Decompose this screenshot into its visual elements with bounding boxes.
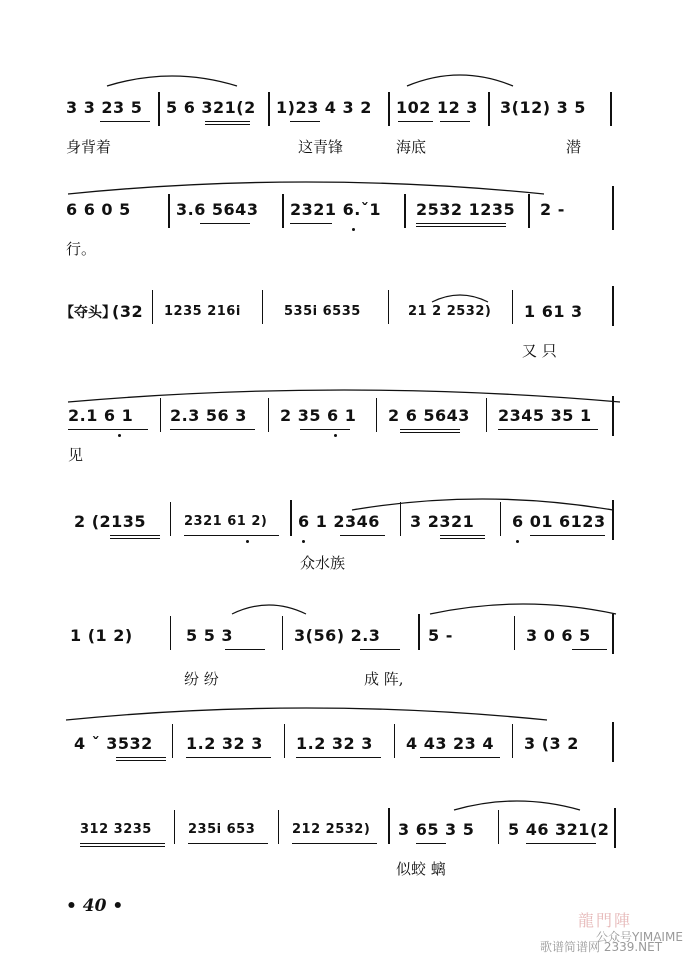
lyric: 见 (68, 446, 84, 464)
barline (388, 808, 390, 844)
barline (612, 722, 614, 762)
phrase-slur (66, 176, 546, 198)
barline (486, 398, 487, 432)
barline (282, 616, 283, 650)
barline (268, 92, 270, 126)
notes-measure-1: 312 3235 (80, 822, 152, 837)
notes-measure-5: 3 (3 2 (524, 734, 579, 753)
notes-measure-4: 2 6 5643 (388, 406, 470, 425)
slur (430, 290, 490, 304)
barline (612, 614, 614, 654)
notes-measure-3: 1.2 32 3 (296, 734, 373, 753)
barline (614, 808, 616, 848)
notes-measure-1: 1 (1 2) (70, 626, 133, 645)
notes-measure-4: 102 12 3 (396, 98, 478, 117)
octave-dot (334, 434, 337, 437)
underline (572, 649, 607, 650)
slur (230, 600, 308, 618)
underline (526, 843, 596, 844)
notes-measure-3: 3(56) 2.3 (294, 626, 381, 645)
barline (282, 194, 284, 228)
notes-measure-2: 2321 61 2) (184, 514, 268, 529)
notes-measure-3: 535i 6535 (284, 304, 361, 319)
lyric: 纷 纷 (184, 670, 219, 688)
phrase-slur (105, 70, 240, 90)
notes-measure-2: 5 6 321(2 (166, 98, 256, 117)
underline (360, 649, 400, 650)
notes-measure-2: 1.2 32 3 (186, 734, 263, 753)
barline (172, 724, 173, 758)
notes-measure-1: 2.1 6 1 (68, 406, 134, 425)
octave-dot (516, 540, 519, 543)
notes-measure-2: 5 5 3 (186, 626, 234, 645)
notes-measure-4: 3 2321 (410, 512, 475, 531)
barline (528, 194, 530, 228)
underline (80, 846, 165, 847)
underline (292, 843, 377, 844)
barline (388, 290, 389, 324)
barline (262, 290, 263, 324)
barline (160, 398, 161, 432)
underline (205, 121, 250, 122)
barline (514, 616, 515, 650)
section-label: 【夺头】 (60, 305, 116, 321)
underline (400, 432, 460, 433)
underline (225, 649, 265, 650)
lyric: 海底 (396, 138, 427, 156)
notes-measure-5: 6 01 6123 (512, 512, 606, 531)
notes-measure-1: 3 3 23 5 (66, 98, 143, 117)
notes-measure-2: 2.3 56 3 (170, 406, 247, 425)
notes-measure-1: 6 6 0 5 (66, 200, 131, 219)
underline (290, 121, 320, 122)
notes-measure-5: 3 0 6 5 (526, 626, 591, 645)
lyric: 又 只 (522, 342, 557, 360)
notes-measure-1: 4 ˇ 3532 (74, 734, 153, 753)
notes-measure-5: 5 46 321(2 (508, 820, 610, 839)
underline (440, 121, 470, 122)
underline (420, 757, 500, 758)
underline (440, 535, 485, 536)
barline (500, 502, 501, 536)
notes-measure-4: 2532 1235 (416, 200, 516, 219)
barline (290, 500, 292, 536)
phrase-slur (350, 494, 615, 514)
barline (170, 616, 171, 650)
notes-measure-3: 212 2532) (292, 822, 371, 837)
notes-measure-2: 1235 216i (164, 304, 241, 319)
lyric: 行。 (66, 240, 97, 258)
notes-measure-5: 2345 35 1 (498, 406, 592, 425)
lyric: 似蛟 螭 (396, 860, 446, 878)
lyric: 身背着 (66, 138, 112, 156)
barline (376, 398, 377, 432)
phrase-slur (64, 702, 549, 724)
lyric: 众水族 (300, 554, 346, 572)
watermark-line-2: 歌谱简谱网 2339.NET (540, 940, 663, 954)
underline (186, 757, 271, 758)
underline (340, 535, 385, 536)
notes-measure-4: 4 43 23 4 (406, 734, 495, 753)
underline (205, 124, 250, 125)
barline (152, 290, 153, 324)
barline (612, 500, 614, 540)
underline (110, 538, 160, 539)
phrase-slur (405, 68, 515, 90)
underline (116, 757, 166, 758)
octave-dot (246, 540, 249, 543)
phrase-slur (428, 598, 618, 618)
lyric: 潜 (566, 138, 582, 156)
notes-measure-3: 2321 6.ˇ1 (290, 200, 381, 219)
barline (612, 186, 614, 230)
underline (68, 429, 148, 430)
notes-measure-5: 2 - (540, 200, 565, 219)
barline (268, 398, 269, 432)
underline (498, 429, 598, 430)
barline (610, 92, 612, 126)
lyric: 这青锋 (298, 138, 344, 156)
barline (512, 290, 513, 324)
notes-measure-1: (32 (112, 302, 144, 321)
barline (388, 92, 390, 126)
underline (110, 535, 160, 536)
underline (416, 223, 506, 224)
underline (200, 223, 250, 224)
underline (398, 121, 433, 122)
underline (300, 429, 350, 430)
notes-measure-3: 6 1 2346 (298, 512, 380, 531)
underline (416, 843, 446, 844)
page-number: • 40 • (66, 896, 124, 916)
notes-measure-5: 3(12) 3 5 (500, 98, 586, 117)
underline (296, 757, 381, 758)
notes-measure-4: 21 2 2532) (408, 304, 492, 319)
barline (284, 724, 285, 758)
notes-measure-3: 2 35 6 1 (280, 406, 357, 425)
barline (400, 502, 401, 536)
underline (170, 429, 255, 430)
notes-measure-3: 1)23 4 3 2 (276, 98, 372, 117)
underline (116, 760, 166, 761)
barline (512, 724, 513, 758)
barline (498, 810, 499, 844)
barline (168, 194, 170, 228)
notes-measure-1: 2 (2135 (74, 512, 147, 531)
underline (416, 226, 506, 227)
barline (394, 724, 395, 758)
barline (174, 810, 175, 844)
underline (290, 223, 332, 224)
underline (400, 429, 460, 430)
underline (530, 535, 605, 536)
phrase-slur (66, 384, 622, 406)
notes-measure-4: 3 65 3 5 (398, 820, 475, 839)
barline (158, 92, 160, 126)
barline (170, 502, 171, 536)
notes-measure-5: 1 61 3 (524, 302, 583, 321)
lyric: 成 阵, (364, 670, 404, 688)
octave-dot (118, 434, 121, 437)
octave-dot (302, 540, 305, 543)
barline (278, 810, 279, 844)
underline (100, 121, 150, 122)
barline (612, 286, 614, 326)
underline (188, 843, 268, 844)
watermark-line-1: 公众号YIMAIME (596, 930, 683, 944)
barline (418, 614, 420, 650)
barline (404, 194, 406, 228)
watermark-logo: 龍門陣 (578, 911, 633, 930)
octave-dot (352, 228, 355, 231)
barline (488, 92, 490, 126)
notes-measure-4: 5 - (428, 626, 453, 645)
notes-measure-2: 3.6 5643 (176, 200, 259, 219)
barline (612, 396, 614, 436)
underline (184, 535, 279, 536)
notes-measure-2: 235i 653 (188, 822, 256, 837)
underline (80, 843, 165, 844)
phrase-slur (452, 796, 582, 814)
underline (440, 538, 485, 539)
